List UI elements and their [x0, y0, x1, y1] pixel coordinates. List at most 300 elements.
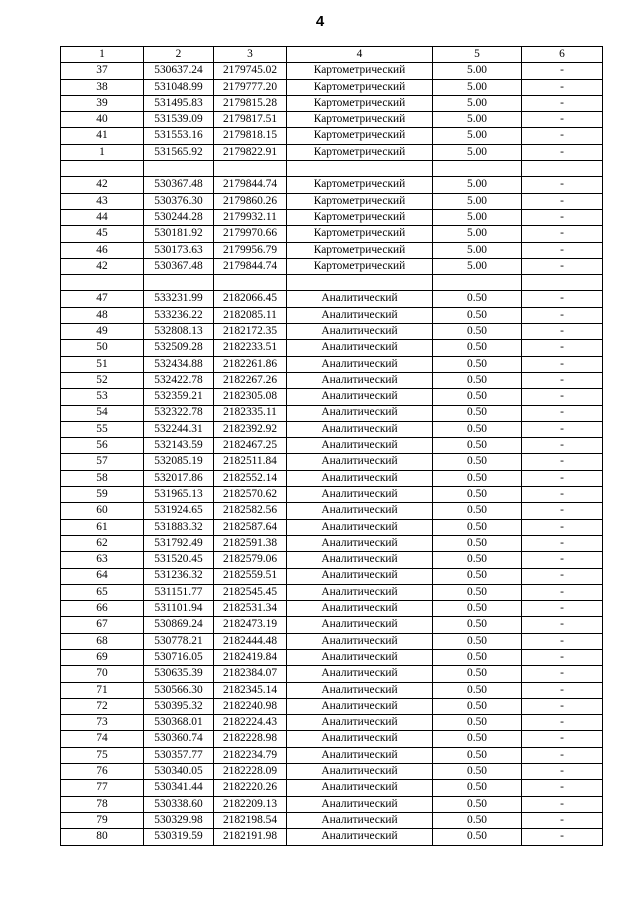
- note-cell: -: [522, 112, 603, 128]
- y-coordinate-cell: 2182209.13: [214, 796, 287, 812]
- method-cell: Картометрический: [287, 63, 433, 79]
- note-cell: -: [522, 764, 603, 780]
- note-cell: -: [522, 698, 603, 714]
- table-row: [61, 617, 603, 633]
- x-coordinate-cell: 530319.59: [144, 829, 214, 845]
- table-row: [61, 649, 603, 665]
- method-cell: [287, 161, 433, 177]
- table-row: [61, 747, 603, 763]
- table-row: [61, 812, 603, 828]
- accuracy-cell: 0.50: [433, 698, 522, 714]
- table-row: [61, 764, 603, 780]
- y-coordinate-cell: 2179844.74: [214, 177, 287, 193]
- note-cell: -: [522, 63, 603, 79]
- point-number-cell: 37: [61, 63, 144, 79]
- table-body: [61, 63, 603, 845]
- column-header: 3: [214, 47, 287, 63]
- y-coordinate-cell: 2182570.62: [214, 487, 287, 503]
- method-cell: Аналитический: [287, 796, 433, 812]
- accuracy-cell: 0.50: [433, 552, 522, 568]
- x-coordinate-cell: 531792.49: [144, 535, 214, 551]
- column-header: 6: [522, 47, 603, 63]
- note-cell: -: [522, 812, 603, 828]
- y-coordinate-cell: 2182240.98: [214, 698, 287, 714]
- accuracy-cell: 0.50: [433, 617, 522, 633]
- x-coordinate-cell: 532422.78: [144, 372, 214, 388]
- y-coordinate-cell: 2182587.64: [214, 519, 287, 535]
- note-cell: -: [522, 535, 603, 551]
- method-cell: Аналитический: [287, 617, 433, 633]
- y-coordinate-cell: 2182228.98: [214, 731, 287, 747]
- method-cell: Картометрический: [287, 144, 433, 160]
- method-cell: Картометрический: [287, 128, 433, 144]
- accuracy-cell: 0.50: [433, 812, 522, 828]
- method-cell: Картометрический: [287, 193, 433, 209]
- x-coordinate-cell: 533231.99: [144, 291, 214, 307]
- accuracy-cell: 0.50: [433, 340, 522, 356]
- method-cell: Аналитический: [287, 405, 433, 421]
- method-cell: Аналитический: [287, 503, 433, 519]
- method-cell: [287, 275, 433, 291]
- method-cell: Картометрический: [287, 112, 433, 128]
- table-row: [61, 372, 603, 388]
- x-coordinate-cell: 530340.05: [144, 764, 214, 780]
- note-cell: -: [522, 242, 603, 258]
- x-coordinate-cell: 532808.13: [144, 324, 214, 340]
- accuracy-cell: 0.50: [433, 666, 522, 682]
- note-cell: -: [522, 372, 603, 388]
- method-cell: Аналитический: [287, 438, 433, 454]
- method-cell: Аналитический: [287, 698, 433, 714]
- method-cell: Аналитический: [287, 552, 433, 568]
- point-number-cell: 46: [61, 242, 144, 258]
- accuracy-cell: 5.00: [433, 144, 522, 160]
- y-coordinate-cell: 2182224.43: [214, 715, 287, 731]
- table-row: [61, 503, 603, 519]
- note-cell: -: [522, 552, 603, 568]
- point-number-cell: 67: [61, 617, 144, 633]
- accuracy-cell: 0.50: [433, 601, 522, 617]
- note-cell: -: [522, 307, 603, 323]
- y-coordinate-cell: 2182085.11: [214, 307, 287, 323]
- y-coordinate-cell: 2182335.11: [214, 405, 287, 421]
- note-cell: -: [522, 209, 603, 225]
- method-cell: Аналитический: [287, 829, 433, 845]
- note-cell: -: [522, 568, 603, 584]
- note-cell: -: [522, 780, 603, 796]
- table-row: [61, 633, 603, 649]
- method-cell: Аналитический: [287, 454, 433, 470]
- x-coordinate-cell: 530367.48: [144, 177, 214, 193]
- table-row: [61, 487, 603, 503]
- y-coordinate-cell: 2182444.48: [214, 633, 287, 649]
- point-number-cell: 65: [61, 584, 144, 600]
- point-number-cell: 47: [61, 291, 144, 307]
- note-cell: -: [522, 731, 603, 747]
- x-coordinate-cell: 530635.39: [144, 666, 214, 682]
- x-coordinate-cell: 530566.30: [144, 682, 214, 698]
- table-row: [61, 79, 603, 95]
- table-row: [61, 291, 603, 307]
- method-cell: Аналитический: [287, 340, 433, 356]
- point-number-cell: 76: [61, 764, 144, 780]
- x-coordinate-cell: 532359.21: [144, 389, 214, 405]
- x-coordinate-cell: 530357.77: [144, 747, 214, 763]
- point-number-cell: 41: [61, 128, 144, 144]
- y-coordinate-cell: 2182234.79: [214, 747, 287, 763]
- y-coordinate-cell: 2182172.35: [214, 324, 287, 340]
- y-coordinate-cell: 2182392.92: [214, 421, 287, 437]
- y-coordinate-cell: 2182552.14: [214, 470, 287, 486]
- note-cell: -: [522, 291, 603, 307]
- method-cell: Аналитический: [287, 666, 433, 682]
- accuracy-cell: 0.50: [433, 519, 522, 535]
- table-row: [61, 177, 603, 193]
- table-row: [61, 682, 603, 698]
- y-coordinate-cell: [214, 161, 287, 177]
- x-coordinate-cell: 531553.16: [144, 128, 214, 144]
- column-header: 1: [61, 47, 144, 63]
- note-cell: -: [522, 715, 603, 731]
- point-number-cell: 43: [61, 193, 144, 209]
- method-cell: Аналитический: [287, 682, 433, 698]
- y-coordinate-cell: 2182384.07: [214, 666, 287, 682]
- method-cell: Аналитический: [287, 633, 433, 649]
- y-coordinate-cell: 2179844.74: [214, 258, 287, 274]
- table-row: [61, 226, 603, 242]
- point-number-cell: 40: [61, 112, 144, 128]
- method-cell: Аналитический: [287, 307, 433, 323]
- table-row: [61, 405, 603, 421]
- x-coordinate-cell: 530173.63: [144, 242, 214, 258]
- note-cell: -: [522, 519, 603, 535]
- table-row: [61, 340, 603, 356]
- accuracy-cell: 5.00: [433, 209, 522, 225]
- accuracy-cell: 0.50: [433, 780, 522, 796]
- method-cell: Аналитический: [287, 535, 433, 551]
- point-number-cell: 60: [61, 503, 144, 519]
- table-row: [61, 780, 603, 796]
- table-row: [61, 796, 603, 812]
- y-coordinate-cell: 2179970.66: [214, 226, 287, 242]
- point-number-cell: 59: [61, 487, 144, 503]
- y-coordinate-cell: 2182233.51: [214, 340, 287, 356]
- point-number-cell: 77: [61, 780, 144, 796]
- table-separator-row: [61, 161, 603, 177]
- method-cell: Аналитический: [287, 487, 433, 503]
- x-coordinate-cell: 530329.98: [144, 812, 214, 828]
- accuracy-cell: 0.50: [433, 649, 522, 665]
- y-coordinate-cell: 2179932.11: [214, 209, 287, 225]
- column-header: 4: [287, 47, 433, 63]
- y-coordinate-cell: 2179817.51: [214, 112, 287, 128]
- table-row: [61, 535, 603, 551]
- note-cell: -: [522, 633, 603, 649]
- accuracy-cell: 0.50: [433, 421, 522, 437]
- accuracy-cell: 0.50: [433, 747, 522, 763]
- point-number-cell: 58: [61, 470, 144, 486]
- y-coordinate-cell: 2182220.26: [214, 780, 287, 796]
- method-cell: Аналитический: [287, 715, 433, 731]
- point-number-cell: 62: [61, 535, 144, 551]
- y-coordinate-cell: 2179815.28: [214, 95, 287, 111]
- x-coordinate-cell: 530869.24: [144, 617, 214, 633]
- table-row: [61, 438, 603, 454]
- x-coordinate-cell: 531965.13: [144, 487, 214, 503]
- x-coordinate-cell: 530368.01: [144, 715, 214, 731]
- table-row: [61, 829, 603, 845]
- x-coordinate-cell: 530637.24: [144, 63, 214, 79]
- accuracy-cell: 5.00: [433, 193, 522, 209]
- y-coordinate-cell: 2182591.38: [214, 535, 287, 551]
- note-cell: -: [522, 829, 603, 845]
- point-number-cell: 56: [61, 438, 144, 454]
- x-coordinate-cell: 530716.05: [144, 649, 214, 665]
- x-coordinate-cell: 531565.92: [144, 144, 214, 160]
- note-cell: -: [522, 747, 603, 763]
- accuracy-cell: 0.50: [433, 470, 522, 486]
- note-cell: -: [522, 128, 603, 144]
- point-number-cell: [61, 275, 144, 291]
- x-coordinate-cell: 530778.21: [144, 633, 214, 649]
- accuracy-cell: 0.50: [433, 715, 522, 731]
- x-coordinate-cell: 531924.65: [144, 503, 214, 519]
- y-coordinate-cell: 2182419.84: [214, 649, 287, 665]
- accuracy-cell: 0.50: [433, 764, 522, 780]
- method-cell: Аналитический: [287, 780, 433, 796]
- accuracy-cell: 0.50: [433, 307, 522, 323]
- point-number-cell: 78: [61, 796, 144, 812]
- note-cell: -: [522, 144, 603, 160]
- note-cell: [522, 161, 603, 177]
- point-number-cell: 48: [61, 307, 144, 323]
- accuracy-cell: 5.00: [433, 258, 522, 274]
- point-number-cell: 70: [61, 666, 144, 682]
- x-coordinate-cell: 531151.77: [144, 584, 214, 600]
- note-cell: -: [522, 356, 603, 372]
- note-cell: -: [522, 470, 603, 486]
- x-coordinate-cell: 531236.32: [144, 568, 214, 584]
- point-number-cell: 74: [61, 731, 144, 747]
- method-cell: Картометрический: [287, 258, 433, 274]
- point-number-cell: 63: [61, 552, 144, 568]
- point-number-cell: 64: [61, 568, 144, 584]
- x-coordinate-cell: 530395.32: [144, 698, 214, 714]
- method-cell: Картометрический: [287, 226, 433, 242]
- y-coordinate-cell: 2182267.26: [214, 372, 287, 388]
- note-cell: -: [522, 177, 603, 193]
- point-number-cell: 50: [61, 340, 144, 356]
- method-cell: Аналитический: [287, 568, 433, 584]
- accuracy-cell: 0.50: [433, 454, 522, 470]
- accuracy-cell: 0.50: [433, 731, 522, 747]
- accuracy-cell: 5.00: [433, 226, 522, 242]
- accuracy-cell: 0.50: [433, 829, 522, 845]
- y-coordinate-cell: 2182066.45: [214, 291, 287, 307]
- y-coordinate-cell: 2182473.19: [214, 617, 287, 633]
- y-coordinate-cell: 2182582.56: [214, 503, 287, 519]
- x-coordinate-cell: 531048.99: [144, 79, 214, 95]
- method-cell: Аналитический: [287, 389, 433, 405]
- coordinates-table: [60, 46, 603, 846]
- note-cell: -: [522, 796, 603, 812]
- point-number-cell: 44: [61, 209, 144, 225]
- method-cell: Аналитический: [287, 324, 433, 340]
- method-cell: Аналитический: [287, 747, 433, 763]
- accuracy-cell: 0.50: [433, 568, 522, 584]
- method-cell: Аналитический: [287, 470, 433, 486]
- note-cell: -: [522, 682, 603, 698]
- y-coordinate-cell: 2182545.45: [214, 584, 287, 600]
- table-row: [61, 519, 603, 535]
- point-number-cell: 42: [61, 177, 144, 193]
- point-number-cell: 73: [61, 715, 144, 731]
- y-coordinate-cell: 2182305.08: [214, 389, 287, 405]
- point-number-cell: 45: [61, 226, 144, 242]
- accuracy-cell: 0.50: [433, 633, 522, 649]
- point-number-cell: 52: [61, 372, 144, 388]
- y-coordinate-cell: 2182579.06: [214, 552, 287, 568]
- note-cell: -: [522, 226, 603, 242]
- accuracy-cell: 5.00: [433, 95, 522, 111]
- accuracy-cell: 0.50: [433, 356, 522, 372]
- table-row: [61, 193, 603, 209]
- accuracy-cell: 0.50: [433, 535, 522, 551]
- point-number-cell: 71: [61, 682, 144, 698]
- x-coordinate-cell: 531101.94: [144, 601, 214, 617]
- method-cell: Аналитический: [287, 812, 433, 828]
- table-row: [61, 242, 603, 258]
- accuracy-cell: 0.50: [433, 291, 522, 307]
- accuracy-cell: 5.00: [433, 242, 522, 258]
- point-number-cell: 39: [61, 95, 144, 111]
- method-cell: Аналитический: [287, 584, 433, 600]
- table-row: [61, 112, 603, 128]
- note-cell: -: [522, 601, 603, 617]
- note-cell: -: [522, 584, 603, 600]
- accuracy-cell: 5.00: [433, 79, 522, 95]
- accuracy-cell: 0.50: [433, 682, 522, 698]
- note-cell: -: [522, 340, 603, 356]
- method-cell: Аналитический: [287, 649, 433, 665]
- method-cell: Аналитический: [287, 764, 433, 780]
- note-cell: -: [522, 389, 603, 405]
- x-coordinate-cell: [144, 275, 214, 291]
- y-coordinate-cell: 2179956.79: [214, 242, 287, 258]
- accuracy-cell: 0.50: [433, 405, 522, 421]
- accuracy-cell: 0.50: [433, 438, 522, 454]
- method-cell: Картометрический: [287, 242, 433, 258]
- table-row: [61, 568, 603, 584]
- table-row: [61, 601, 603, 617]
- point-number-cell: 49: [61, 324, 144, 340]
- x-coordinate-cell: [144, 161, 214, 177]
- table-row: [61, 209, 603, 225]
- accuracy-cell: 0.50: [433, 796, 522, 812]
- x-coordinate-cell: 532509.28: [144, 340, 214, 356]
- y-coordinate-cell: 2182198.54: [214, 812, 287, 828]
- y-coordinate-cell: 2182531.34: [214, 601, 287, 617]
- y-coordinate-cell: 2182191.98: [214, 829, 287, 845]
- x-coordinate-cell: 533236.22: [144, 307, 214, 323]
- note-cell: -: [522, 666, 603, 682]
- y-coordinate-cell: 2179822.91: [214, 144, 287, 160]
- point-number-cell: 42: [61, 258, 144, 274]
- y-coordinate-cell: [214, 275, 287, 291]
- x-coordinate-cell: 530338.60: [144, 796, 214, 812]
- method-cell: Аналитический: [287, 731, 433, 747]
- method-cell: Аналитический: [287, 356, 433, 372]
- method-cell: Аналитический: [287, 421, 433, 437]
- table-row: [61, 698, 603, 714]
- x-coordinate-cell: 530360.74: [144, 731, 214, 747]
- accuracy-cell: 5.00: [433, 112, 522, 128]
- x-coordinate-cell: 532017.86: [144, 470, 214, 486]
- y-coordinate-cell: 2179745.02: [214, 63, 287, 79]
- table-row: [61, 307, 603, 323]
- point-number-cell: 72: [61, 698, 144, 714]
- x-coordinate-cell: 532434.88: [144, 356, 214, 372]
- note-cell: -: [522, 454, 603, 470]
- x-coordinate-cell: 532244.31: [144, 421, 214, 437]
- y-coordinate-cell: 2182345.14: [214, 682, 287, 698]
- point-number-cell: 51: [61, 356, 144, 372]
- method-cell: Аналитический: [287, 519, 433, 535]
- point-number-cell: 79: [61, 812, 144, 828]
- y-coordinate-cell: 2182228.09: [214, 764, 287, 780]
- point-number-cell: 68: [61, 633, 144, 649]
- table-row: [61, 666, 603, 682]
- x-coordinate-cell: 532143.59: [144, 438, 214, 454]
- page-number: 4: [315, 13, 325, 30]
- point-number-cell: 57: [61, 454, 144, 470]
- y-coordinate-cell: 2179860.26: [214, 193, 287, 209]
- method-cell: Картометрический: [287, 95, 433, 111]
- point-number-cell: 61: [61, 519, 144, 535]
- column-header: 5: [433, 47, 522, 63]
- point-number-cell: 80: [61, 829, 144, 845]
- accuracy-cell: 0.50: [433, 584, 522, 600]
- accuracy-cell: 0.50: [433, 487, 522, 503]
- point-number-cell: 53: [61, 389, 144, 405]
- table-row: [61, 128, 603, 144]
- table-row: [61, 584, 603, 600]
- note-cell: -: [522, 79, 603, 95]
- table-row: [61, 552, 603, 568]
- accuracy-cell: 0.50: [433, 324, 522, 340]
- x-coordinate-cell: 530244.28: [144, 209, 214, 225]
- accuracy-cell: 0.50: [433, 372, 522, 388]
- y-coordinate-cell: 2179818.15: [214, 128, 287, 144]
- method-cell: Картометрический: [287, 209, 433, 225]
- accuracy-cell: [433, 161, 522, 177]
- point-number-cell: 75: [61, 747, 144, 763]
- note-cell: [522, 275, 603, 291]
- y-coordinate-cell: 2182559.51: [214, 568, 287, 584]
- accuracy-cell: 0.50: [433, 389, 522, 405]
- table-row: [61, 144, 603, 160]
- table-row: [61, 454, 603, 470]
- x-coordinate-cell: 531520.45: [144, 552, 214, 568]
- x-coordinate-cell: 531539.09: [144, 112, 214, 128]
- table-row: [61, 421, 603, 437]
- accuracy-cell: 5.00: [433, 128, 522, 144]
- table-row: [61, 389, 603, 405]
- accuracy-cell: 0.50: [433, 503, 522, 519]
- x-coordinate-cell: 531495.83: [144, 95, 214, 111]
- table-row: [61, 63, 603, 79]
- point-number-cell: 38: [61, 79, 144, 95]
